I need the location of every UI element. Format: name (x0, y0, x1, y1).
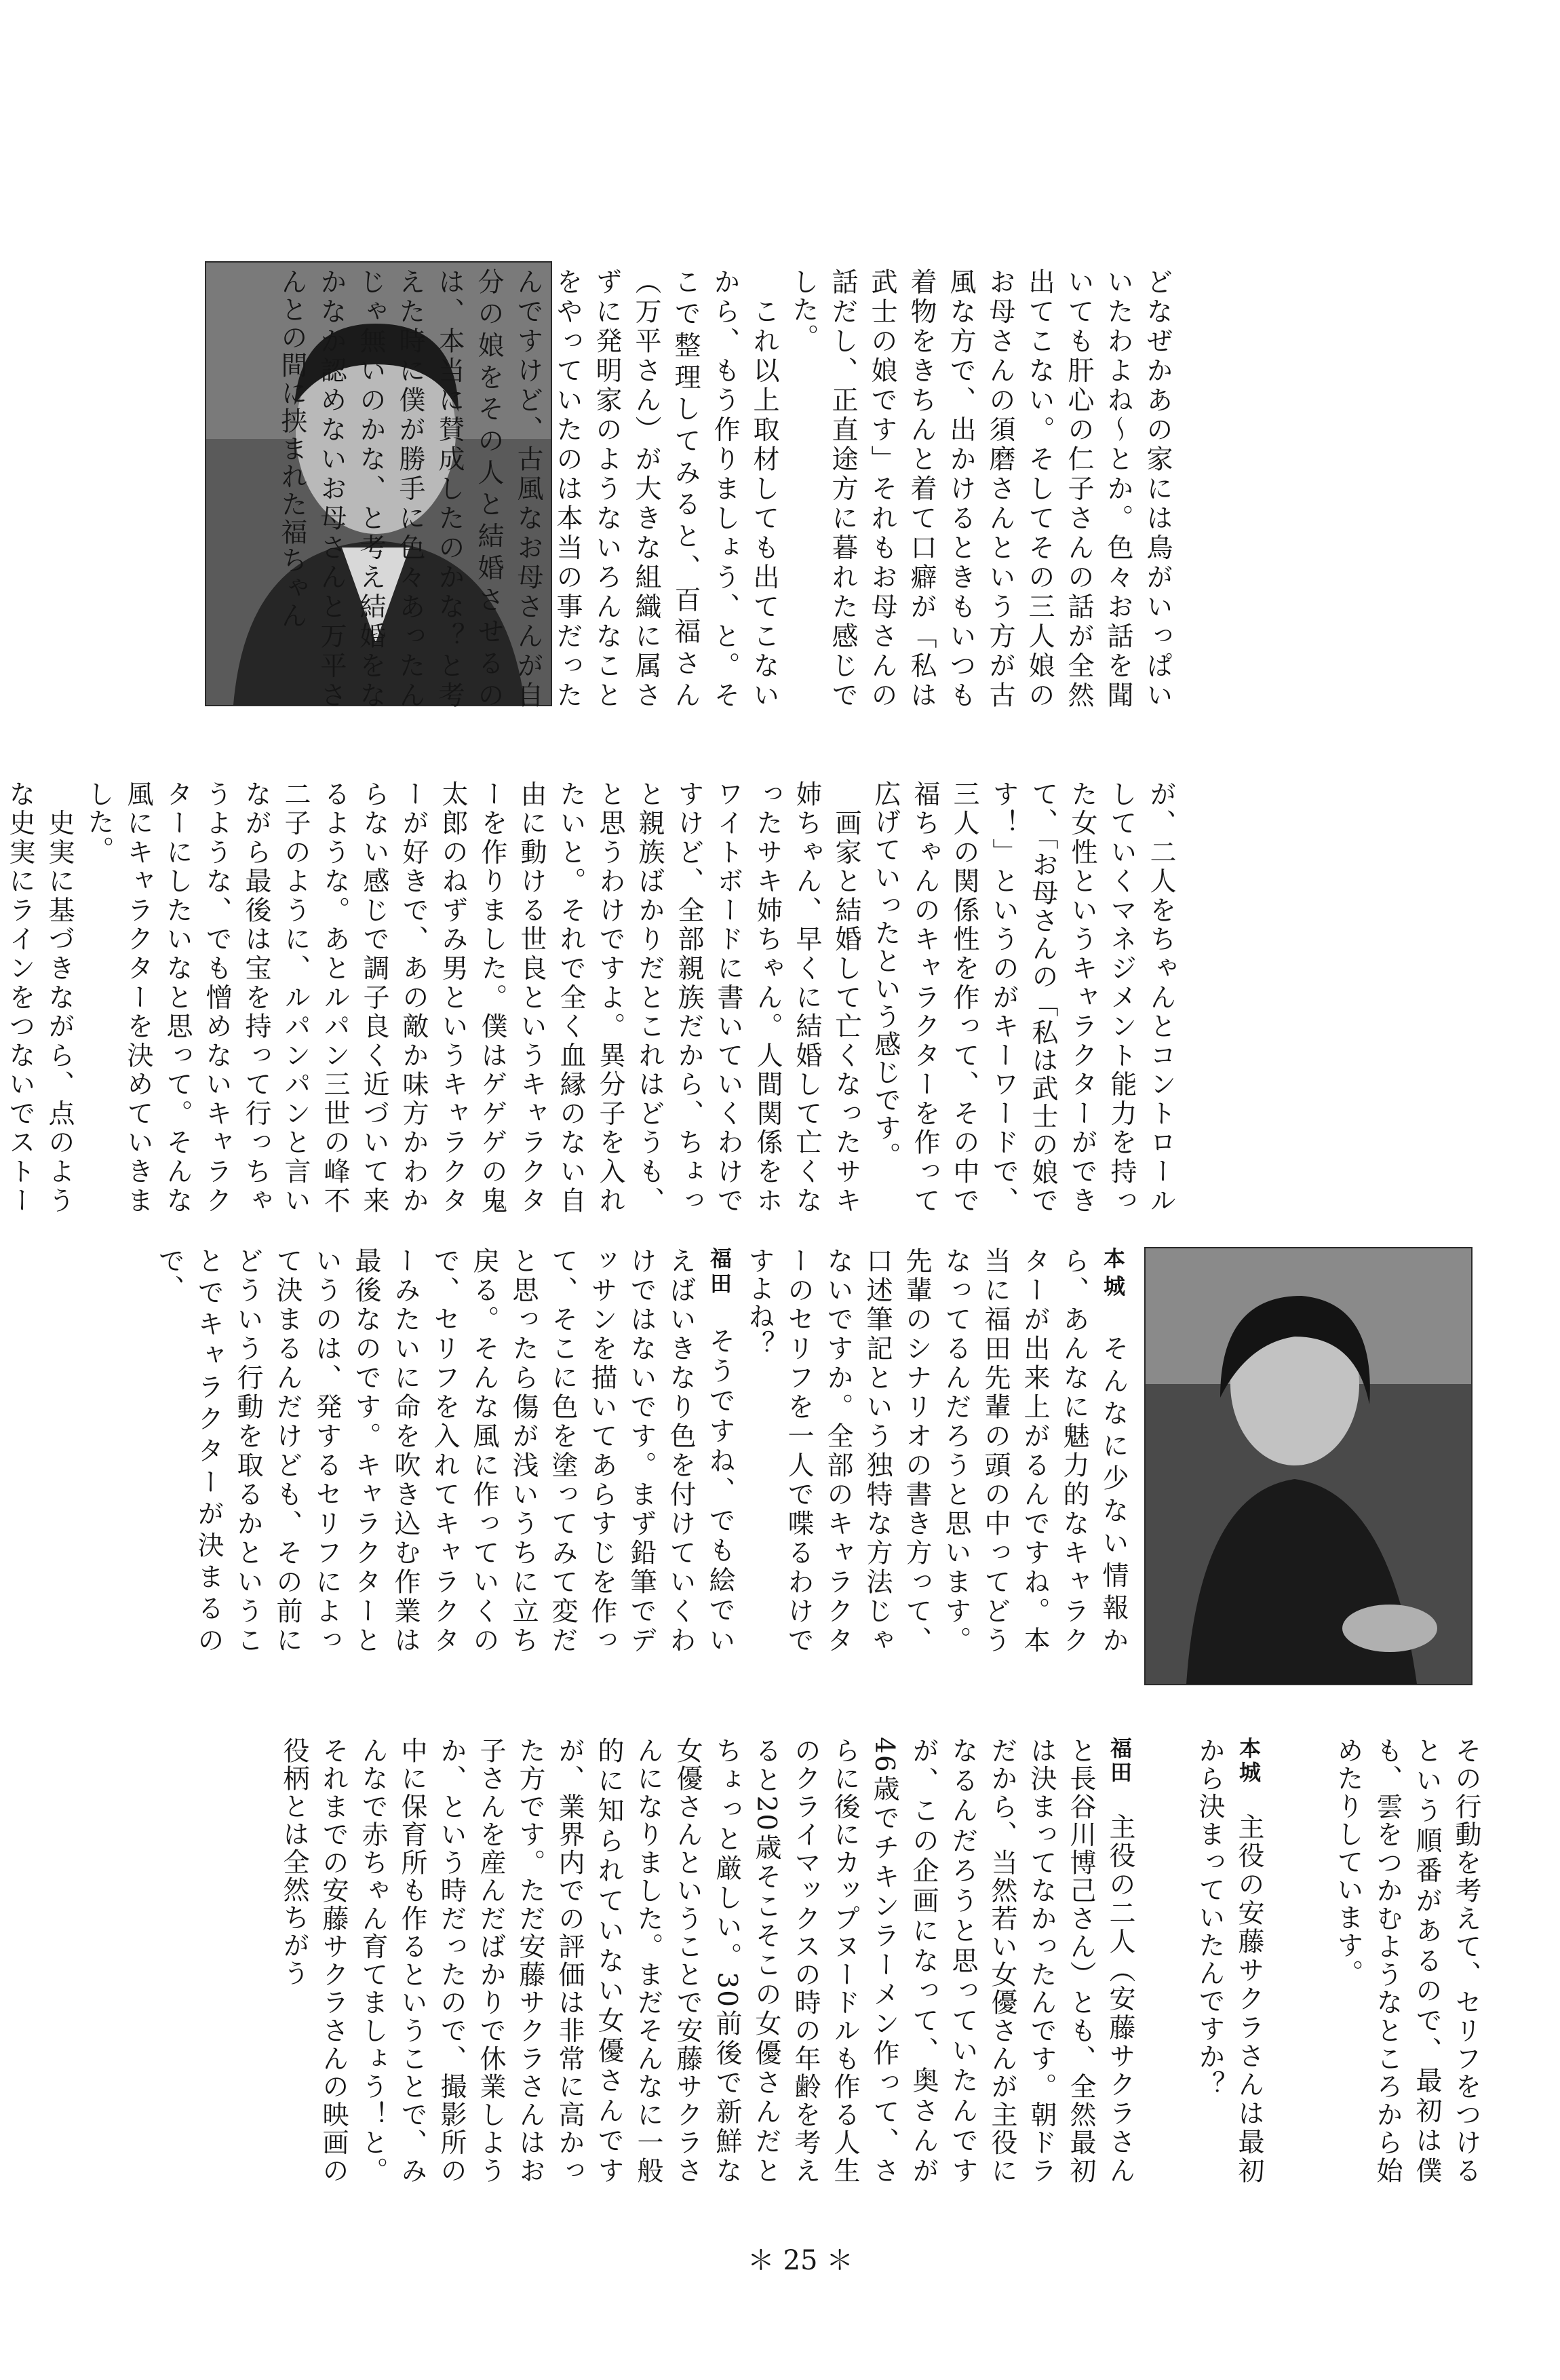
speaker-label-fukuda: 福田 (707, 1247, 733, 1298)
fukuda-answer-1-continued-text: その行動を考えて、セリフをつけるという順番があるので、最初は僕も、雲をつかむようなところから始めたりしています。 (1333, 1737, 1481, 2185)
fukuda-answer-1-text: そうですね、でも絵でいえばいきなり色を付けていくわけではないです。まず鉛筆でデッサンを描いてあらすじを作って、そこに色を塗ってみて変だと思ったら傷が浅いうちに立ち戻る。そんな風に作っていくので、セリフを入れてキャラクターみたいに命を吹き込む作業は最後なのです。キャラクターというのは、発するセリフによって決まるんだけども、その前にどういう行動を取るかということでキャラクターが決まるので、 (154, 1247, 735, 1655)
article-top-text: どなぜかあの家には鳥がいっぱいいたわよね〜とか。色々お話を聞いても肝心の仁子さんの話が全然出てこない。そしてその三人娘のお母さんの須磨さんという方が古風な方で、出かけるときもいつも着物をきちんと着て口癖が「私は武士の娘です」それもお母さんの話だし、正直途方に暮れた感じでした。 これ以上取材しても出てこないから、もう作りましょう、と。そこで整理してみると、百福さん（万平さん）が大きな組織に属さずに発明家のようないろんなことをやっていたのは本当の事だったんですけど、古風なお母さんが自分の娘をその人と結婚させるのは、本当に賛成したのかな？と考えた時に僕が勝手に色々あったんじゃ無いのかな、と考え結婚をなかなか認めないお母さんと万平さんとの間に挟まれた福ちゃん (277, 268, 1173, 709)
article-middle-text: が、二人をちゃんとコントロールしていくマネジメント能力を持った女性というキャラクターができて、「お母さんの「私は武士の娘です！」というのがキーワードで、三人の関係性を作って、その中で福ちゃんのキャラクターを作って広げていったという感じです。 画家と結婚して亡くなったサキ姉ちゃん、早くに結婚して亡くなったサキ姉ちゃん。人間関係をホワイトボードに書いていくわけですけど、全部親族だから、ちょっと親族ばかりだとこれはどうも、と思うわけですよ。異分子を入れたいと。それで全く血縁のない自由に動ける世良というキャラクターを作りました。僕はゲゲゲの鬼太郎のねずみ男というキャラクターが好きで、あの敵か味方かわからない感じで調子良く近づいて来るような。あとルパン三世の峰不二子のように、ルパンパンと言いながら最後は宝を持って行っちゃうような、でも憎めないキャラクターにしたいなと思って。そんな風にキャラクターを決めていきました。 史実に基づきながら、点のような史実にラインをつないでストー (5, 780, 1176, 1214)
speaker-label-honjo: 本城 (1100, 1247, 1126, 1303)
fukuda-answer-2-text: 主役の二人（安藤サクラさんと長谷川博己さん）とも、全然最初は決まってなかったんです。朝ドラだから、当然若い女優さんが主役になるんだろうと思っていたんですが、この企画になって、奥さんが46歳でチキンラーメン作って、さらに後にカップヌードルも作る人生のクライマックスの時の年齢を考えると20歳そこそこの女優さんだとちょっと厳しい。30前後で新鮮な女優さんということで安藤サクラさんになりました。まだそんなに一般的に知られていない女優さんですが、業界内での評価は非常に高かった方です。ただ安藤サクラさんはお子さんを産んだばかりで休業しようか、という時だったので、撮影所の中に保育所も作るということで、みんなで赤ちゃん育てましょう！と。それまでの安藤サクラさんの映画の役柄とは全然ちがう (279, 1737, 1135, 2185)
dialogue-honjo-question-2 (1153, 1737, 1268, 2185)
speaker-label-fukuda-2: 福田 (1107, 1737, 1133, 1785)
speaker-label-honjo-2: 本城 (1236, 1737, 1262, 1785)
dialogue-fukuda-answer-1-continued (1282, 1737, 1485, 2185)
honjo-question-1-text: そんなに少ない情報から、あんなに魅力的なキャラクターが出来上がるんですね。本当に福田先輩の頭の中ってどうなってるんだろうと思います。先輩のシナリオの書き方って、口述筆記という独特な方法じゃないですか。全部のキャラクターのセリフを一人で喋るわけですよね？ (744, 1247, 1129, 1654)
honjo-question-2-text: 主役の安藤サクラさんは最初から決まっていたんですか？ (1194, 1737, 1264, 2185)
woman-portrait-illustration (1146, 1248, 1471, 1684)
dialogue-honjo-question-1 (744, 1247, 1133, 1654)
interviewee-photo-woman (1144, 1247, 1473, 1685)
article-top-column (277, 268, 1177, 709)
article-middle-column (5, 780, 1180, 1214)
dialogue-fukuda-answer-1 (154, 1247, 739, 1655)
dialogue-fukuda-answer-2 (210, 1737, 1139, 2185)
page-number: ＊ 25 ＊ (747, 2245, 854, 2276)
